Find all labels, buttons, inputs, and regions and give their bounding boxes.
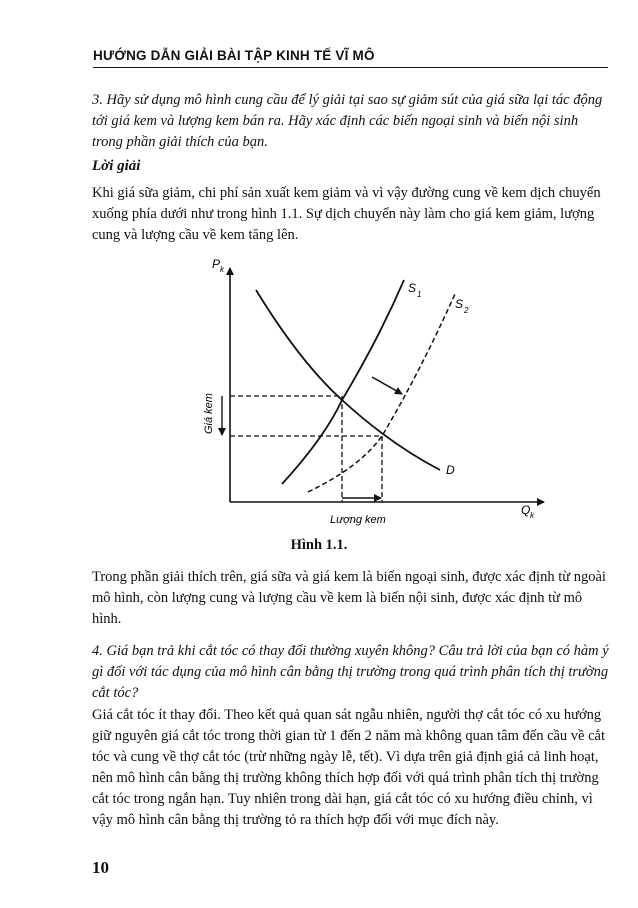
shift-arrow [372, 377, 402, 394]
solution-heading: Lời giải [92, 158, 141, 174]
header-rule [93, 67, 608, 68]
s1-label: S [408, 281, 417, 295]
y-axis-label: P [212, 257, 221, 271]
x-axis-sub: k [530, 511, 534, 520]
figure-caption: Hình 1.1. [290, 537, 348, 553]
question-3: 3. Hãy sử dụng mô hình cung cầu để lý giải tại sao sự giảm sút của giá sữa lại tác động tới giá kem và lượng kem bán ra. Hãy xác định các biến ngoại sinh và biến nội sinh trong phần giải thích của bạn. [92, 92, 603, 150]
solution-paragraph-2: Trong phần giải thích trên, giá sữa và giá kem là biến ngoại sinh, được xác định từ ngoài mô hình, còn lượng cung và lượng cầu về kem là biến nội sinh, được xác định từ mô hình. [92, 569, 606, 627]
supply-curve-s1 [282, 280, 404, 484]
price-label: Giá kem [203, 393, 215, 434]
supply-demand-figure [190, 252, 550, 542]
running-header: HƯỚNG DẪN GIẢI BÀI TẬP KINH TẾ VĨ MÔ [93, 48, 375, 63]
y-axis-sub: k [220, 265, 224, 274]
s2-sub: 2 [464, 306, 469, 315]
demand-label: D [446, 463, 455, 477]
x-axis-label: Q [521, 503, 531, 517]
question-4: 4. Giá bạn trả khi cắt tóc có thay đổi thường xuyên không? Câu trả lời của bạn có hàm ý gì đối với tác dụng của mô hình cân bằng thị trường trong quá trình phân tích thị trường cắt tóc? [92, 643, 609, 701]
s2-label: S [455, 297, 464, 311]
answer-4: Giá cắt tóc ít thay đổi. Theo kết quả quan sát ngẫu nhiên, người thợ cắt tóc có xu hướng giữ nguyên giá cắt tóc trong thời gian từ 1 đến 2 năm mà không quan tâm đến cầu về cắt tóc và cung về thợ cắt tóc (trừ những ngày lễ, tết). Vì dựa trên giả định giá cả linh hoạt, nên mô hình cân bằng thị trường không thích hợp đối với quá trình phân tích thị trường cắt tóc trong ngắn hạn. Tuy nhiên trong dài hạn, giá cắt tóc có xu hướng điều chỉnh, vì vậy mô hình cân bằng thị trường tỏ ra thích hợp đối với mục đích này. [92, 707, 606, 828]
solution-paragraph-1: Khi giá sữa giảm, chi phí sản xuất kem giảm và vì vậy đường cung về kem dịch chuyển xuống phía dưới như trong hình 1.1. Sự dịch chuyển này làm cho giá kem giảm, lượng cung và lượng cầu về kem tăng lên. [92, 185, 601, 243]
demand-curve [256, 290, 440, 470]
quantity-label: Lượng kem [330, 514, 386, 526]
s1-sub: 1 [417, 290, 422, 299]
page-number: 10 [92, 858, 109, 877]
